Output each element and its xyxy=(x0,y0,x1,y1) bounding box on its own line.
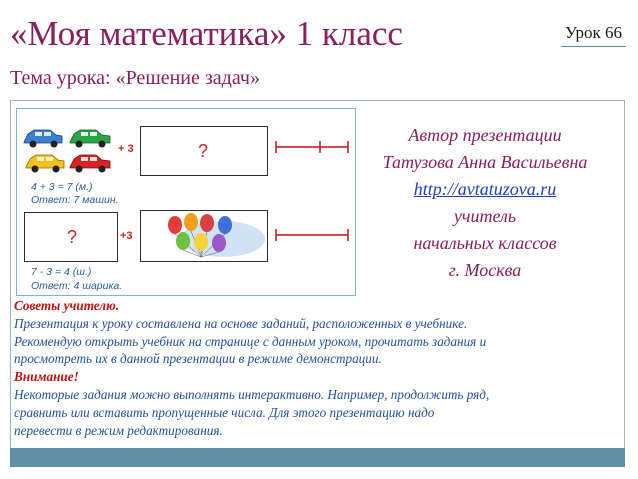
notes-line: Презентация к уроку составлена на основе заданий, расположенных в учебнике. xyxy=(14,315,468,331)
author-heading: Автор презентации xyxy=(408,125,562,145)
task1-solution: 4 + 3 = 7 (м.) xyxy=(31,181,93,193)
task1-question: ? xyxy=(198,141,209,161)
author-website-link[interactable]: http://avtatuzova.ru xyxy=(413,179,557,199)
task2-operation: +3 xyxy=(120,230,133,242)
cars-picture xyxy=(22,124,115,174)
notes-attention: Внимание! xyxy=(14,369,79,385)
car-icon xyxy=(70,130,110,148)
car-icon xyxy=(70,155,110,173)
notes-line: Некоторые задания можно выполнять интерактивно. Например, продолжить ряд, xyxy=(14,386,490,402)
task2-question: ? xyxy=(67,227,78,247)
task1-segment xyxy=(274,140,350,154)
author-name: Татузова Анна Васильевна xyxy=(382,152,588,172)
author-role-line2: начальных классов xyxy=(413,233,557,253)
balloons-picture xyxy=(140,210,268,262)
task2-answer: Ответ: 4 шарика. xyxy=(31,280,123,292)
lesson-number: Урок 66 xyxy=(561,20,626,47)
teacher-notes xyxy=(14,297,619,439)
task2-solution: 7 - 3 = 4 (ш.) xyxy=(31,266,92,278)
lesson-topic: Тема урока: «Решение задач» xyxy=(10,67,260,89)
frame-bottom-bar xyxy=(10,448,625,467)
author-city: г. Москва xyxy=(448,260,522,280)
notes-line: просмотреть их в данной презентации в режиме демонстрации. xyxy=(14,351,382,367)
slide-title: «Моя математика» 1 класс xyxy=(10,14,403,53)
author-role-line1: учитель xyxy=(453,206,517,226)
notes-line: сравнить или вставить пропущенные числа. Для этого презентацию надо xyxy=(14,404,435,420)
task1-operation: + 3 xyxy=(118,143,134,155)
notes-line: Рекомендую открыть учебник на странице с данным уроком, прочитать задания и xyxy=(14,333,487,349)
task2-segment xyxy=(274,228,350,242)
notes-line: перевести в режим редактирования. xyxy=(14,422,223,438)
notes-heading: Советы учителю. xyxy=(14,298,120,313)
car-icon xyxy=(24,130,62,148)
car-icon xyxy=(26,155,64,173)
author-block xyxy=(360,122,610,284)
task1-answer: Ответ: 7 машин. xyxy=(31,194,119,206)
